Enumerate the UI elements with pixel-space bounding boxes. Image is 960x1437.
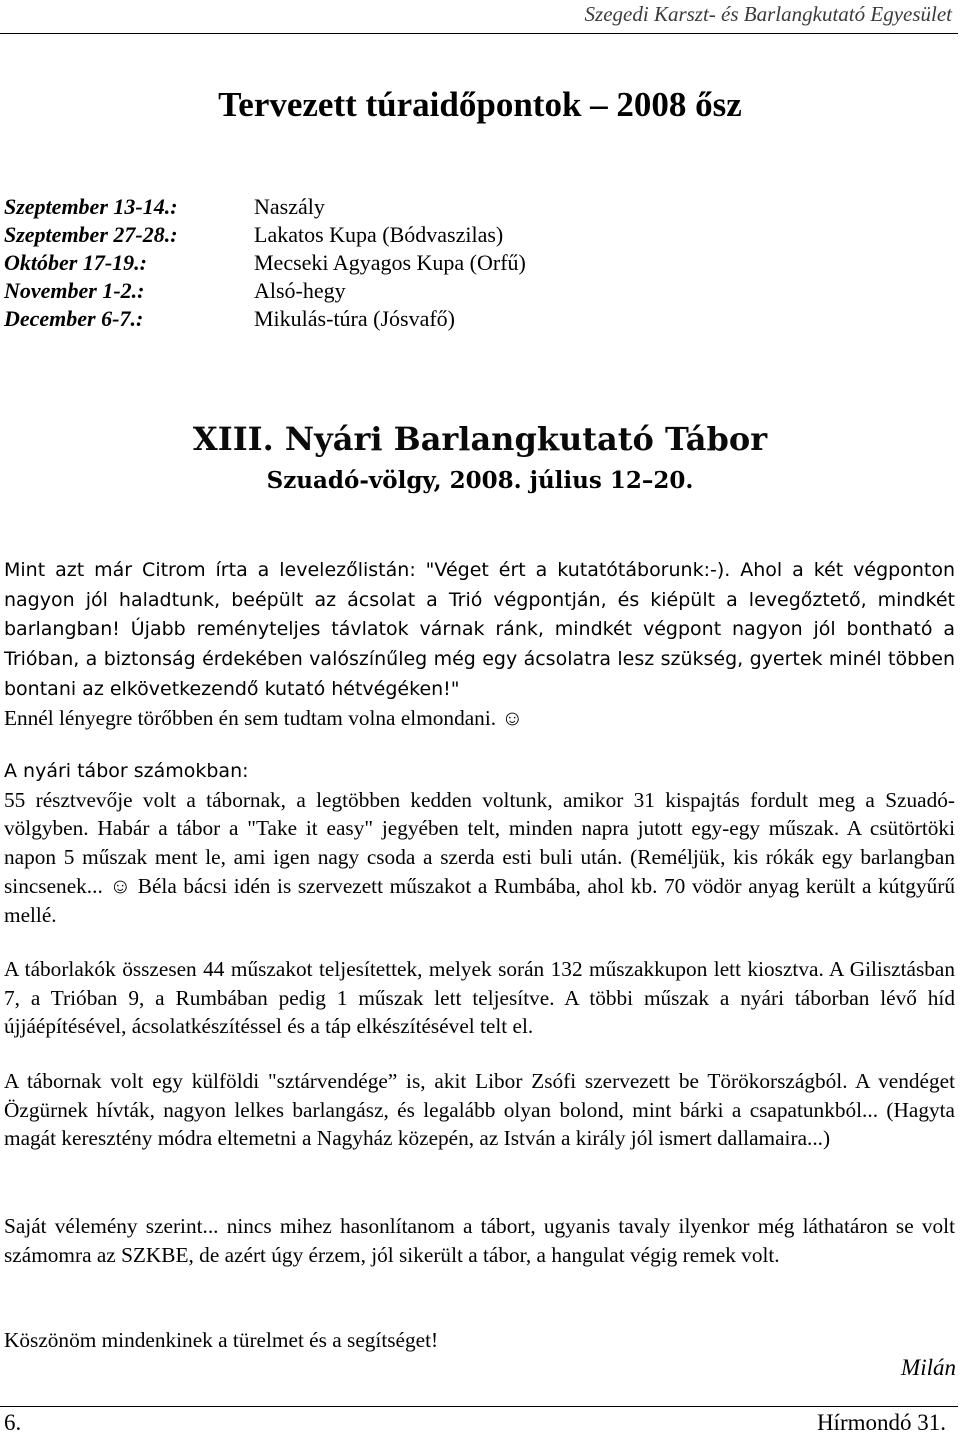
footer-divider: [0, 1406, 958, 1407]
schedule-row: [4, 193, 526, 221]
intro-quote-rest: Ahol a két végponton nagyon jól haladtunk, beépült az ácsolat a Trió végpontján, és kiépült a levegőztető, mindkét barlangban! Újabb reményteljes távlatok várnak ránk, mindkét végpont nagyon jól bontható a Trióban, a biztonság érdekében valószínűleg még egy ácsolatra lesz szükség, gyertek minél többen bontani az elkövetkezendő kutató hétvégéken!": [4, 559, 955, 700]
paragraph-guest: [4, 1067, 955, 1153]
schedule-row: [4, 221, 526, 249]
paragraph-text: A táborlakók összesen 44 műszakot teljesítettek, melyek során 132 műszakkupon lett kiosztva. A Gilisztásban 7, a Trióban 9, a Rumbában pedig 1 műszak lett teljesítve. A többi műszak a nyári táborban lévő híd újjáépítésével, ácsolatkészítéssel és a táp elkészítésével telt el.: [4, 957, 955, 1039]
paragraph-text: Köszönöm mindenkinek a türelmet és a segítséget!: [4, 1328, 439, 1352]
schedule-row: [4, 249, 526, 277]
intro-ending: Ennél lényegre törőbben én sem tudtam volna elmondani. ☺: [4, 705, 524, 730]
schedule-date: Szeptember 27-28.:: [4, 222, 178, 247]
schedule-date: Október 17-19.:: [4, 250, 147, 275]
paragraph-thanks: [4, 1326, 955, 1355]
author-signature: Milán: [901, 1355, 956, 1380]
schedule-date: November 1-2.:: [4, 278, 145, 303]
schedule-date: December 6-7.:: [4, 306, 144, 331]
paragraph-text: A tábornak volt egy külföldi "sztárvendége” is, akit Libor Zsófi szervezett be Törökországból. A vendéget Özgürnek hívták, nagyon lelkes barlangász, és legalább olyan bolond, mint bárki a csapatunkból... (Hagyta magát keresztény módra eltemetni a Nagyház közepén, az István a király jól ismert dallamaira...): [4, 1069, 955, 1151]
header-divider: [0, 33, 958, 34]
schedule-row: [4, 305, 526, 333]
schedule-row: [4, 277, 526, 305]
schedule-event: Mecseki Agyagos Kupa (Orfű): [254, 250, 526, 275]
schedule-event: Alsó-hegy: [254, 278, 346, 303]
page-title: Tervezett túraidőpontok – 2008 ősz: [218, 85, 742, 124]
paragraph-participants: 55 résztvevője volt a tábornak, a legtöbben kedden voltunk, amikor 31 kispajtás fordult meg a Szuadó-völgyben. Habár a tábor a "Take it easy" jegyében telt, minden napra jutott egy-egy műszak. A csütörtöki napon 5 műszak ment le, ami igen nagy csoda a szerda esti buli után. (Reméljük, kis rókák egy barlangban sincsenek... ☺ Béla bácsi idén is szervezett műszakot a Rumbába, ahol kb. 70 vödör anyag került a kútgyűrű mellé.: [4, 787, 955, 927]
intro-section: [4, 555, 955, 732]
schedule-event: Mikulás-túra (Jósvafő): [254, 306, 456, 331]
camp-title: XIII. Nyári Barlangkutató Tábor: [192, 420, 768, 458]
schedule-date: Szeptember 13-14.:: [4, 194, 178, 219]
intro-quote-start: Mint azt már Citrom írta a levelezőlistán: "Véget ért a kutatótáborunk:-).: [4, 559, 731, 581]
schedule-event: Naszály: [254, 194, 325, 219]
paragraph-text: Saját vélemény szerint... nincs mihez hasonlítanom a tábort, ugyanis tavaly ilyenkor még láthatáron se volt számomra az SZKBE, de azért úgy érzem, jól sikerült a tábor, a hangulat végig remek volt.: [4, 1214, 955, 1267]
schedule-list: [4, 193, 526, 333]
page-number: 6.: [4, 1410, 22, 1435]
camp-subtitle: Szuadó-völgy, 2008. július 12–20.: [266, 467, 694, 494]
schedule-event: Lakatos Kupa (Bódvaszilas): [254, 222, 504, 247]
paragraph-opinion: [4, 1212, 955, 1269]
paragraph-shifts: [4, 955, 955, 1041]
numbers-section: [4, 757, 955, 929]
issue-label: Hírmondó 31.: [816, 1410, 946, 1435]
header-org-name: Szegedi Karszt- és Barlangkutató Egyesület: [584, 2, 952, 26]
intro-paragraph: [4, 555, 955, 704]
numbers-heading: A nyári tábor számokban:: [4, 760, 249, 782]
